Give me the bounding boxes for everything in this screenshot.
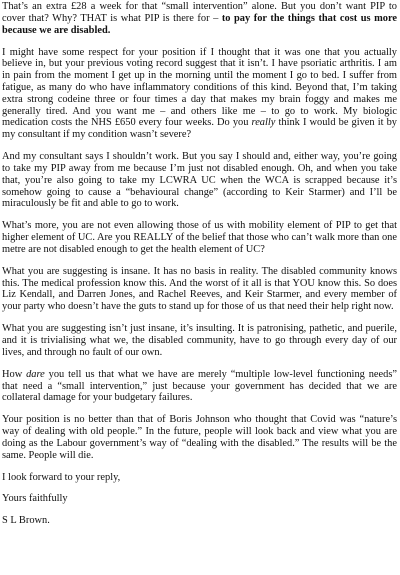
paragraph-text: you tell us that what we have are merely “multiple low-level functioning needs” that need a “small intervention,” just because your government has decided that we are collateral damage for your budgetary failures. <box>2 368 397 404</box>
paragraph-text: How <box>2 368 27 380</box>
paragraph-boris-johnson: Your position is no better than that of Boris Johnson who thought that Covid was “nature’s way of dealing with old people.” In the future, people will look back and view what you are doing as the Labour government’s way of “dealing with the disabled.” The results will be the same. People will die. <box>2 414 397 461</box>
paragraph-intervention-cost <box>2 1 397 36</box>
paragraph-text: think I would be given it by my consultant if my condition wasn’t severe? <box>2 117 397 141</box>
paragraph-insane: What you are suggesting is insane. It has no basis in reality. The disabled community knows this. The medical profession know this. And the worst of it all is that YOU know this. So does Liz Kendall, and Darren Jones, and Rachel Reeves, and Keir Starmer, and every member of your party who doesn’t have the guts to stand up for those of us that need their help right now. <box>2 265 397 313</box>
italic-emphasis: really <box>251 117 276 129</box>
italic-emphasis: dare <box>26 368 45 380</box>
signature: S L Brown. <box>2 514 50 526</box>
paragraph-how-dare <box>2 369 397 404</box>
paragraph-personal-condition <box>2 47 397 141</box>
paragraph-reply: I look forward to your reply, <box>2 471 121 483</box>
paragraph-text: That’s an extra £28 a week for that “small intervention” alone. But you don’t want PIP to cover that? Why? THAT is what PIP is there for – <box>2 1 397 24</box>
bold-emphasis: to pay for the things that cost us more because we are disabled. <box>2 12 397 36</box>
paragraph-consultant: And my consultant says I shouldn’t work. But you say I should and, either way, you’re going to take my PIP away from me because I’m just not disabled enough. Oh, and when you take that, you’re also going to take my LCWRA UC when the WCA is scrapped because it’s somehow going to cause a “behavioural change” (according to Keir Starmer) and I’ll be miraculously be fit and able to go to work. <box>2 151 397 210</box>
closing-line: Yours faithfully <box>2 493 68 505</box>
paragraph-insulting: What you are suggesting isn’t just insane, it’s insulting. It is patronising, pathetic, and puerile, and it is trivialising what we, the disabled community, have to go through every day of our lives, and through no fault of our own. <box>2 323 397 358</box>
paragraph-text: I might have some respect for your position if I thought that it was one that you actually believe in, but your previous voting record suggest that it isn’t. I have psoriatic arthritis. I am in pain from the moment I get up in the morning until the moment I go to bed. I suffer from fatigue, as many do who have inflammatory conditions of this kind. Beyond that, I’m taking extra strong codeine three or four times a day that makes my brain foggy and makes me generally tired. And you want me – and others like me – to go to work. My biologic medication costs the NHS £650 every four weeks. Do you <box>2 46 397 129</box>
paragraph-mobility-element: What’s more, you are not even allowing those of us with mobility element of PIP to get that higher element of UC. Are you REALLY of the belief that those who can’t walk more than one metre are not disabled enough to get the health element of UC? <box>2 220 397 255</box>
